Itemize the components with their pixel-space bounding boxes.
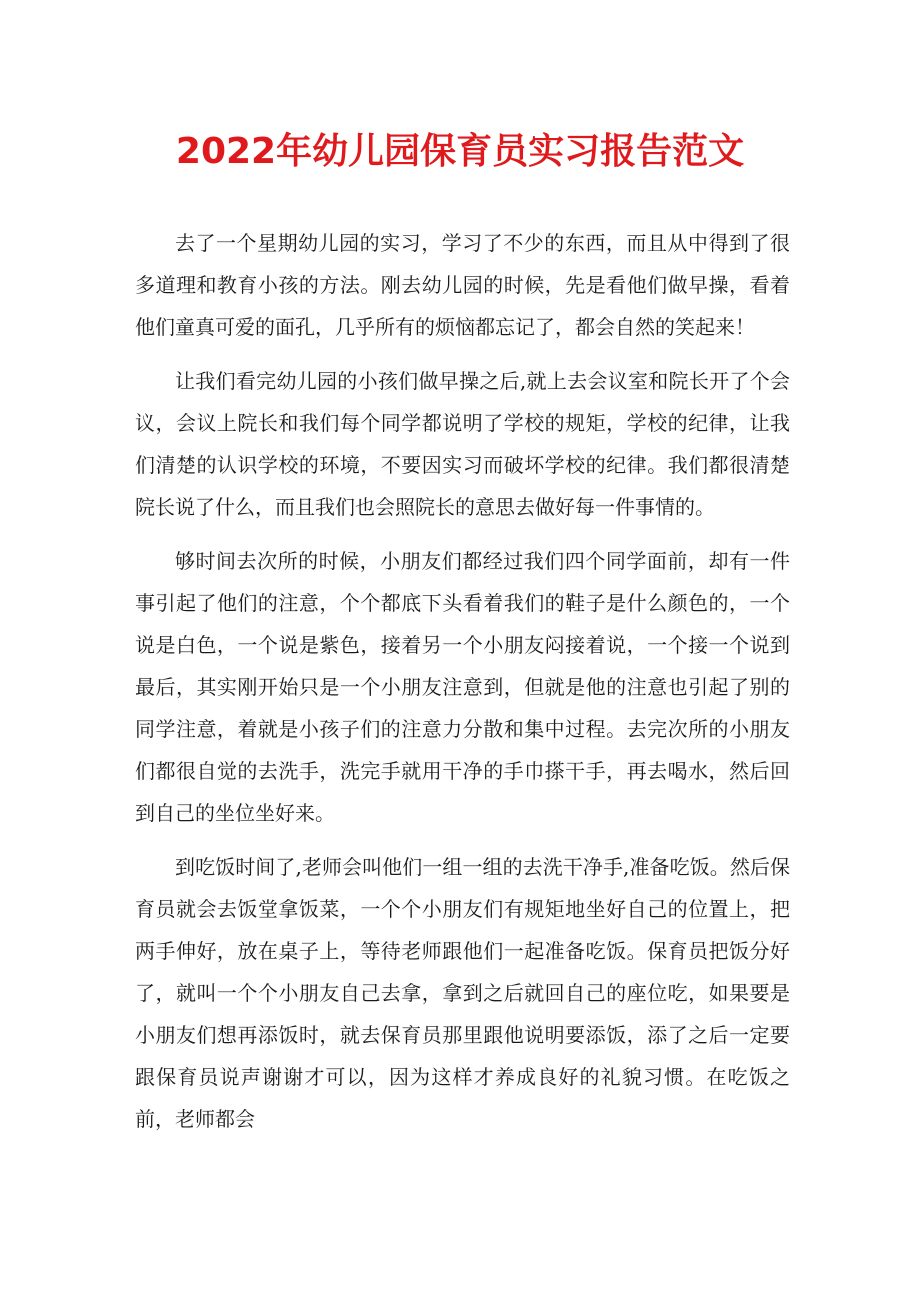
document-body (135, 222, 790, 1152)
document-title: 2022年幼儿园保育员实习报告范文 (175, 131, 745, 172)
paragraph-4: 到吃饭时间了,老师会叫他们一组一组的去洗干净手,准备吃饭。然后保育员就会去饭堂拿饭菜，一个个小朋友们有规矩地坐好自己的位置上，把两手伸好，放在桌子上，等待老师跟他们一起准备吃饭。保育员把饭分好了，就叫一个个小朋友自己去拿，拿到之后就回自己的座位吃，如果要是小朋友们想再添饭时，就去保育员那里跟他说明要添饭，添了之后一定要跟保育员说声谢谢才可以，因为这样才养成良好的礼貌习惯。在吃饭之前，老师都会 (135, 855, 790, 1131)
paragraph-3: 够时间去次所的时候，小朋友们都经过我们四个同学面前，却有一件事引起了他们的注意，个个都底下头看着我们的鞋子是什么颜色的，一个说是白色，一个说是紫色，接着另一个小朋友闷接着说，一个接一个说到最后，其实刚开始只是一个小朋友注意到，但就是他的注意也引起了别的同学注意，着就是小孩子们的注意力分散和集中过程。去完次所的小朋友们都很自觉的去洗手，洗完手就用干净的手巾搽干手，再去喝水，然后回到自己的坐位坐好来。 (135, 549, 790, 825)
paragraph-2: 让我们看完幼儿园的小孩们做早操之后,就上去会议室和院长开了个会议，会议上院长和我们每个同学都说明了学校的规矩，学校的纪律，让我们清楚的认识学校的环境，不要因实习而破坏学校的纪律。我们都很清楚院长说了什么，而且我们也会照院长的意思去做好每一件事情的。 (135, 369, 790, 519)
paragraph-1: 去了一个星期幼儿园的实习，学习了不少的东西，而且从中得到了很多道理和教育小孩的方法。刚去幼儿园的时候，先是看他们做早操，看着他们童真可爱的面孔，几乎所有的烦恼都忘记了，都会自然的笑起来！ (135, 231, 790, 339)
